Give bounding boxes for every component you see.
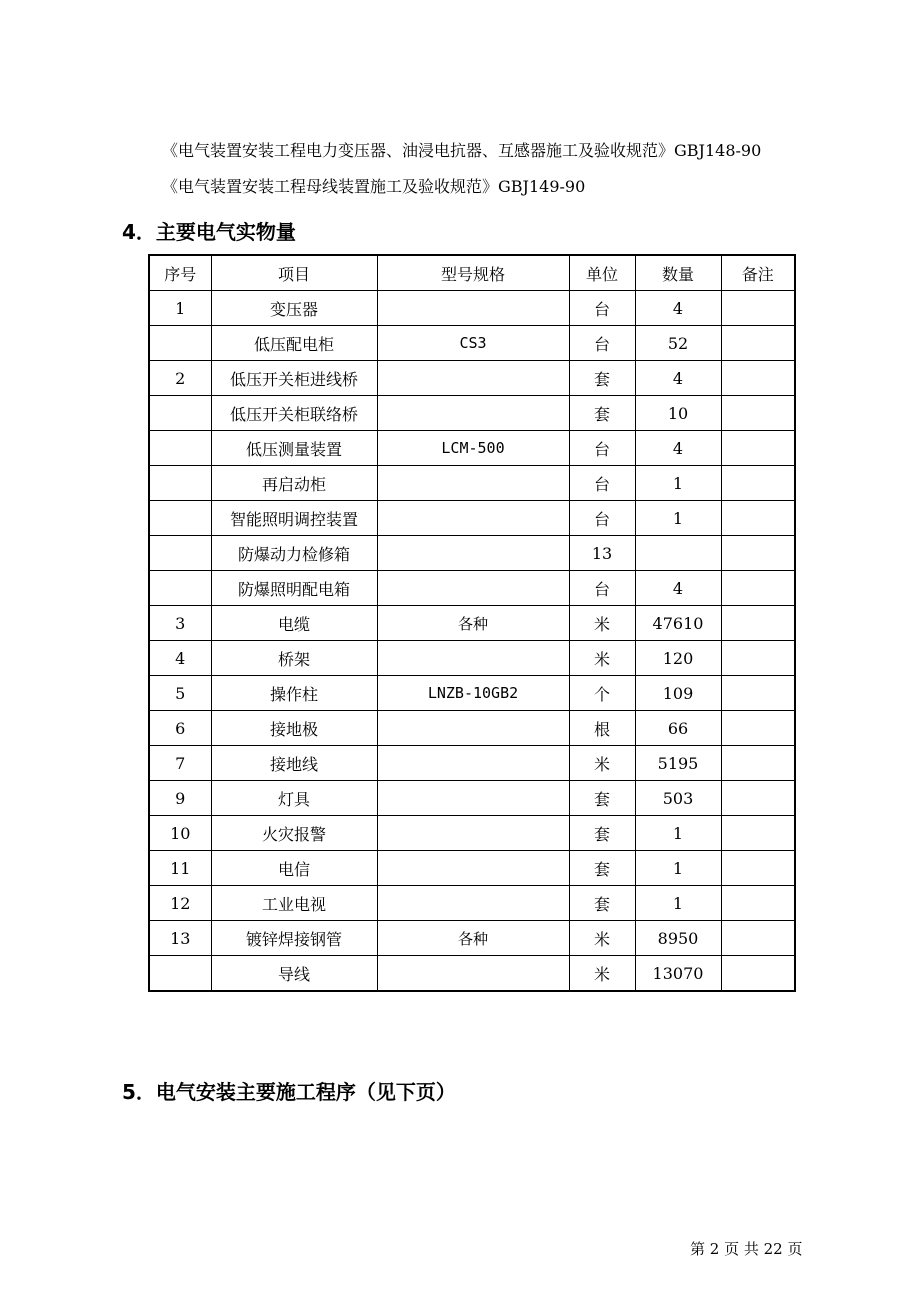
- cell-no: 4: [149, 641, 211, 676]
- cell-qty: 66: [635, 711, 721, 746]
- cell-item: 导线: [211, 956, 377, 992]
- cell-item: 变压器: [211, 291, 377, 326]
- reference-line-1: 《电气装置安装工程电力变压器、油浸电抗器、互感器施工及验收规范》GBJ148-90: [162, 141, 762, 160]
- cell-note: [721, 956, 795, 992]
- cell-unit: 台: [569, 326, 635, 361]
- cell-unit: 台: [569, 431, 635, 466]
- header-unit: 单位: [569, 255, 635, 291]
- cell-qty: 4: [635, 291, 721, 326]
- cell-spec: [377, 501, 569, 536]
- cell-qty: 8950: [635, 921, 721, 956]
- cell-item: 电信: [211, 851, 377, 886]
- cell-qty: 1: [635, 816, 721, 851]
- electrical-quantities-table: [148, 254, 796, 992]
- cell-qty: 4: [635, 361, 721, 396]
- cell-spec: 各种: [377, 921, 569, 956]
- cell-note: [721, 396, 795, 431]
- table-row: [149, 781, 795, 816]
- cell-spec: LNZB-10GB2: [377, 676, 569, 711]
- cell-unit: 台: [569, 501, 635, 536]
- header-item: 项目: [211, 255, 377, 291]
- cell-no: 5: [149, 676, 211, 711]
- cell-spec: [377, 956, 569, 992]
- cell-item: 桥架: [211, 641, 377, 676]
- cell-item: 低压配电柜: [211, 326, 377, 361]
- cell-note: [721, 291, 795, 326]
- cell-unit: 套: [569, 781, 635, 816]
- cell-unit: 台: [569, 291, 635, 326]
- cell-unit: 套: [569, 361, 635, 396]
- header-spec: 型号规格: [377, 255, 569, 291]
- reference-line-2: 《电气装置安装工程母线装置施工及验收规范》GBJ149-90: [162, 177, 586, 196]
- cell-no: 10: [149, 816, 211, 851]
- table-row: [149, 816, 795, 851]
- table-row: [149, 571, 795, 606]
- cell-spec: [377, 886, 569, 921]
- table-row: [149, 536, 795, 571]
- cell-no: 3: [149, 606, 211, 641]
- cell-unit: 台: [569, 571, 635, 606]
- table-header-row: [149, 255, 795, 291]
- table-row: [149, 711, 795, 746]
- cell-note: [721, 781, 795, 816]
- cell-item: 火灾报警: [211, 816, 377, 851]
- cell-unit: 套: [569, 816, 635, 851]
- section-4-heading: 4．主要电气实物量: [122, 220, 296, 244]
- cell-spec: [377, 711, 569, 746]
- cell-unit: 个: [569, 676, 635, 711]
- table-row: [149, 746, 795, 781]
- cell-no: 9: [149, 781, 211, 816]
- cell-note: [721, 746, 795, 781]
- cell-item: 工业电视: [211, 886, 377, 921]
- cell-note: [721, 466, 795, 501]
- table-row: [149, 431, 795, 466]
- cell-unit: 米: [569, 921, 635, 956]
- cell-note: [721, 431, 795, 466]
- cell-no: [149, 501, 211, 536]
- cell-no: [149, 396, 211, 431]
- cell-item: 低压开关柜进线桥: [211, 361, 377, 396]
- table-row: [149, 886, 795, 921]
- table-row: [149, 676, 795, 711]
- cell-spec: [377, 571, 569, 606]
- cell-spec: [377, 466, 569, 501]
- cell-no: 1: [149, 291, 211, 326]
- cell-no: 2: [149, 361, 211, 396]
- cell-unit: 米: [569, 746, 635, 781]
- cell-spec: [377, 396, 569, 431]
- table-row: [149, 501, 795, 536]
- cell-qty: 4: [635, 431, 721, 466]
- cell-spec: LCM-500: [377, 431, 569, 466]
- cell-no: 13: [149, 921, 211, 956]
- cell-spec: [377, 851, 569, 886]
- cell-qty: 109: [635, 676, 721, 711]
- cell-qty: 52: [635, 326, 721, 361]
- cell-qty: 1: [635, 851, 721, 886]
- cell-note: [721, 676, 795, 711]
- table-body: [149, 291, 795, 992]
- cell-unit: 米: [569, 606, 635, 641]
- header-note: 备注: [721, 255, 795, 291]
- cell-note: [721, 886, 795, 921]
- cell-spec: [377, 361, 569, 396]
- table-row: [149, 291, 795, 326]
- section-5-heading: 5．电气安装主要施工程序（见下页）: [122, 1080, 456, 1104]
- table-row: [149, 851, 795, 886]
- cell-note: [721, 501, 795, 536]
- cell-no: 11: [149, 851, 211, 886]
- table-row: [149, 641, 795, 676]
- cell-spec: [377, 641, 569, 676]
- cell-item: 低压测量装置: [211, 431, 377, 466]
- cell-no: 7: [149, 746, 211, 781]
- cell-qty: 1: [635, 501, 721, 536]
- cell-unit: 台: [569, 466, 635, 501]
- cell-note: [721, 361, 795, 396]
- cell-no: 6: [149, 711, 211, 746]
- cell-unit: 套: [569, 886, 635, 921]
- cell-qty: 10: [635, 396, 721, 431]
- cell-item: 接地线: [211, 746, 377, 781]
- cell-qty: [635, 536, 721, 571]
- cell-note: [721, 851, 795, 886]
- cell-no: 12: [149, 886, 211, 921]
- cell-qty: 1: [635, 886, 721, 921]
- cell-spec: [377, 746, 569, 781]
- table-row: [149, 956, 795, 992]
- cell-spec: [377, 816, 569, 851]
- cell-unit: 米: [569, 641, 635, 676]
- cell-note: [721, 536, 795, 571]
- cell-note: [721, 641, 795, 676]
- cell-unit: 套: [569, 851, 635, 886]
- table-row: [149, 361, 795, 396]
- table-row: [149, 466, 795, 501]
- cell-spec: CS3: [377, 326, 569, 361]
- cell-unit: 米: [569, 956, 635, 992]
- cell-item: 低压开关柜联络桥: [211, 396, 377, 431]
- cell-note: [721, 921, 795, 956]
- cell-unit: 根: [569, 711, 635, 746]
- cell-spec: [377, 781, 569, 816]
- cell-note: [721, 326, 795, 361]
- table-row: [149, 326, 795, 361]
- cell-item: 防爆动力检修箱: [211, 536, 377, 571]
- table-row: [149, 921, 795, 956]
- table-row: [149, 606, 795, 641]
- cell-no: [149, 326, 211, 361]
- cell-no: [149, 956, 211, 992]
- table-row: [149, 396, 795, 431]
- cell-unit: 13: [569, 536, 635, 571]
- cell-qty: 13070: [635, 956, 721, 992]
- cell-qty: 4: [635, 571, 721, 606]
- header-no: 序号: [149, 255, 211, 291]
- cell-qty: 47610: [635, 606, 721, 641]
- cell-spec: 各种: [377, 606, 569, 641]
- cell-qty: 1: [635, 466, 721, 501]
- cell-qty: 503: [635, 781, 721, 816]
- cell-item: 防爆照明配电箱: [211, 571, 377, 606]
- cell-item: 再启动柜: [211, 466, 377, 501]
- cell-no: [149, 431, 211, 466]
- cell-item: 电缆: [211, 606, 377, 641]
- cell-unit: 套: [569, 396, 635, 431]
- cell-item: 镀锌焊接钢管: [211, 921, 377, 956]
- cell-item: 操作柱: [211, 676, 377, 711]
- cell-item: 灯具: [211, 781, 377, 816]
- cell-note: [721, 816, 795, 851]
- cell-qty: 5195: [635, 746, 721, 781]
- cell-spec: [377, 291, 569, 326]
- cell-item: 接地极: [211, 711, 377, 746]
- cell-no: [149, 571, 211, 606]
- cell-note: [721, 606, 795, 641]
- cell-item: 智能照明调控装置: [211, 501, 377, 536]
- cell-no: [149, 536, 211, 571]
- cell-spec: [377, 536, 569, 571]
- cell-note: [721, 711, 795, 746]
- cell-qty: 120: [635, 641, 721, 676]
- cell-note: [721, 571, 795, 606]
- cell-no: [149, 466, 211, 501]
- header-qty: 数量: [635, 255, 721, 291]
- page-footer: 第 2 页 共 22 页: [690, 1240, 803, 1258]
